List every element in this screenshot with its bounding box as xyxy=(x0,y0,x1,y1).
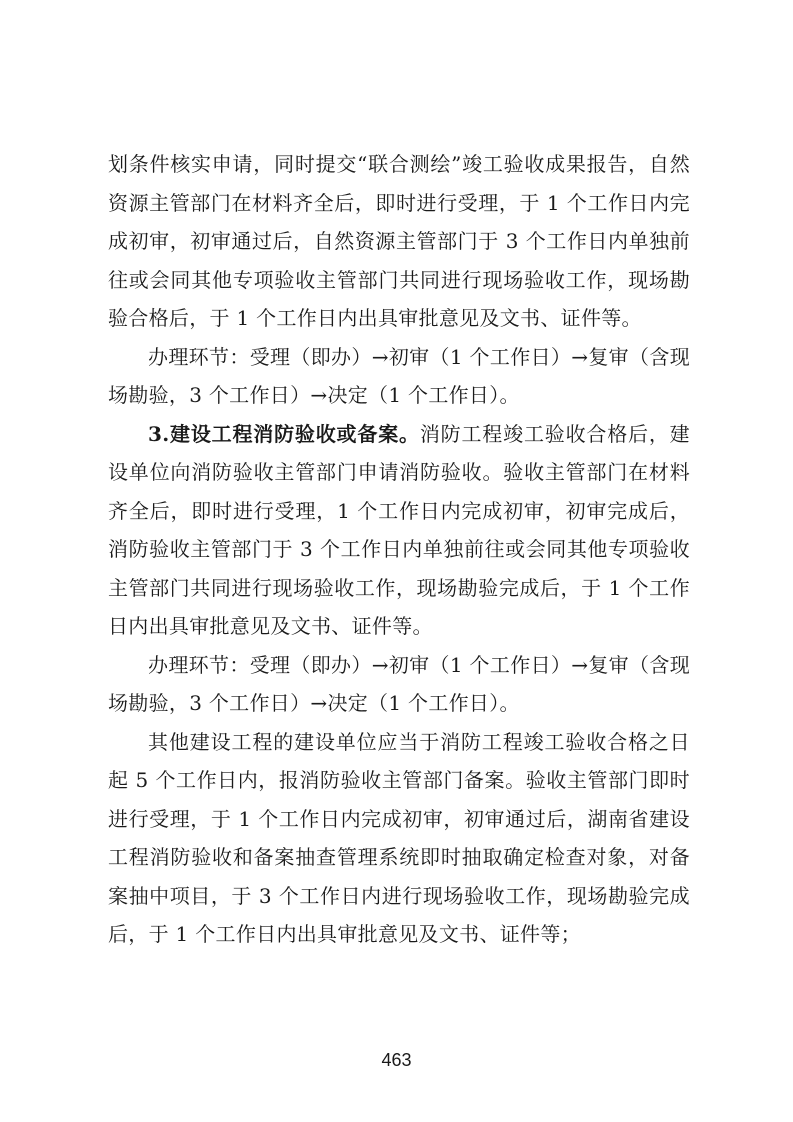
document-body xyxy=(108,145,690,954)
paragraph-fire-acceptance xyxy=(108,415,690,646)
page-number: 463 xyxy=(381,1050,412,1070)
paragraph-continuation: 划条件核实申请，同时提交“联合测绘”竣工验收成果报告，自然资源主管部门在材料齐全后，即时进行受理，于 1 个工作日内完成初审，初审通过后，自然资源主管部门于 3 个工作日内单独前往或会同其他专项验收主管部门共同进行现场验收工作，现场勘验合格后，于 1 个工作日内出具审批意见及文书、证件等。 xyxy=(108,152,690,330)
paragraph-procedure-steps-2: 办理环节：受理（即办）→初审（1 个工作日）→复审（含现场勘验，3 个工作日）→决定（1 个工作日）。 xyxy=(108,652,690,715)
paragraph-fire-acceptance-text: 消防工程竣工验收合格后，建设单位向消防验收主管部门申请消防验收。验收主管部门在材料齐全后，即时进行受理，1 个工作日内完成初审，初审完成后，消防验收主管部门于 3 个工作日内单独前往或会同其他专项验收主管部门共同进行现场验收工作，现场勘验完成后，于 1 个工作日内出具审批意见及文书、证件等。 xyxy=(108,421,690,638)
section-heading-fire-acceptance: 3.建设工程消防验收或备案。 xyxy=(148,421,420,446)
paragraph-procedure-steps-1: 办理环节：受理（即办）→初审（1 个工作日）→复审（含现场勘验，3 个工作日）→决定（1 个工作日）。 xyxy=(108,344,690,407)
paragraph-filing: 其他建设工程的建设单位应当于消防工程竣工验收合格之日起 5 个工作日内，报消防验收主管部门备案。验收主管部门即时进行受理，于 1 个工作日内完成初审，初审通过后，湖南省建设工程消防验收和备案抽查管理系统即时抽取确定检查对象，对备案抽中项目，于 3 个工作日内进行现场验收工作，现场勘验完成后，于 1 个工作日内出具审批意见及文书、证件等； xyxy=(108,729,690,946)
